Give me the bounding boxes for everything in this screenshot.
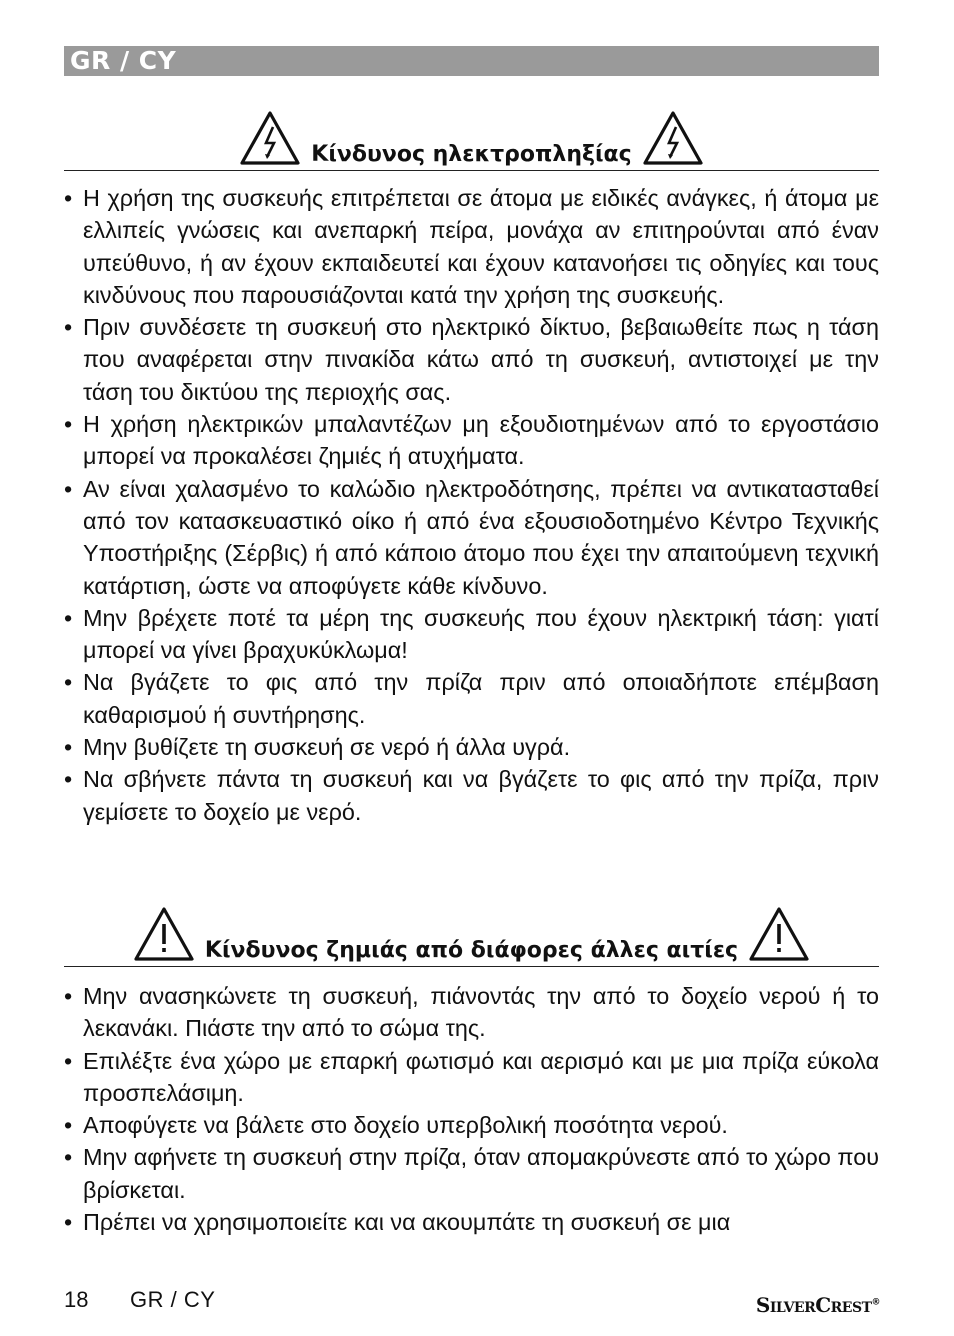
general-warning-icon — [748, 906, 810, 962]
section-title-text: Κίνδυνος ζημιάς από διάφορες άλλες αιτίες — [204, 938, 739, 963]
list-item: • Η χρήση ηλεκτρικών μπαλαντέζων μη εξουδιοτημένων από το εργοστάσιο μπορεί να προκαλέσει ζημιές ή ατυχήματα. — [64, 408, 879, 473]
list-item: • Μην βρέχετε ποτέ τα μέρη της συσκευής που έχουν ηλεκτρική τάση: γιατί μπορεί να γίνει βραχυκύκλωμα! — [64, 602, 879, 667]
list-item: • Η χρήση της συσκευής επιτρέπεται σε άτομα με ειδικές ανάγκες, ή άτομα με ελλιπείς γνώσεις και ανεπαρκή πείρα, μονάχα αν επιτηρούνται από έναν υπεύθυνο, ή αν έχουν εκπαιδευτεί και έχουν κατανοήσει τις οδηγίες και τους κινδύνους που παρουσιάζονται κατά την χρήση της συσκευής. — [64, 182, 879, 311]
list-item: • Πρέπει να χρησιμοποιείτε και να ακουμπάτε τη συσκευή σε μια — [64, 1206, 879, 1238]
list-item: • Να σβήνετε πάντα τη συσκευή και να βγάζετε το φις από την πρίζα, πριν γεμίσετε το δοχείο με νερό. — [64, 763, 879, 828]
list-item: • Επιλέξτε ένα χώρο με επαρκή φωτισμό και αερισμό και με μια πρίζα εύκολα προσπελάσιμη. — [64, 1045, 879, 1110]
list-item: • Πριν συνδέσετε τη συσκευή στο ηλεκτρικό δίκτυο, βεβαιωθείτε πως η τάση που αναφέρεται στην πινακίδα κάτω από τη συσκευή, αντιστοιχεί με την τάση του δικτύου της περιοχής σας. — [64, 311, 879, 408]
section-title-electric-shock — [64, 108, 879, 171]
general-warning-icon — [133, 906, 195, 962]
list-item: • Αν είναι χαλασμένο το καλώδιο ηλεκτροδότησης, πρέπει να αντικατασταθεί από τον κατασκευαστικό οίκο ή από ένα εξουσιοδοτημένο Κέντρο Τεχνικής Υποστήριξης (Σέρβις) ή από κάποιο άτομο που έχει την απαιτούμενη τεχνική κατάρτιση, ώστε να αποφύγετε κάθε κίνδυνο. — [64, 473, 879, 602]
registered-mark: ® — [871, 1297, 880, 1308]
list-item: • Μην βυθίζετε τη συσκευή σε νερό ή άλλα υγρά. — [64, 731, 879, 763]
other-damage-list — [64, 980, 879, 1238]
electric-hazard-icon — [239, 110, 301, 166]
electric-shock-list — [64, 182, 879, 828]
section-title-text: Κίνδυνος ηλεκτροπληξίας — [311, 142, 632, 167]
list-item: • Αποφύγετε να βάλετε στο δοχείο υπερβολική ποσότητα νερού. — [64, 1109, 879, 1141]
page-number: 18 — [64, 1287, 89, 1312]
brand-name: SilverCrest — [755, 1293, 872, 1317]
brand-logo — [756, 1293, 880, 1317]
list-item: • Μην αφήνετε τη συσκευή στην πρίζα, όταν απομακρύνεστε από το χώρο που βρίσκεται. — [64, 1141, 879, 1206]
list-item: • Να βγάζετε το φις από την πρίζα πριν από οποιαδήποτε επέμβαση καθαρισμού ή συντήρησης. — [64, 666, 879, 731]
list-item: • Μην ανασηκώνετε τη συσκευή, πιάνοντάς την από το δοχείο νερού ή το λεκανάκι. Πιάστε την από το σώμα της. — [64, 980, 879, 1045]
language-header-label: GR / CY — [70, 46, 177, 75]
electric-hazard-icon — [642, 110, 704, 166]
footer-language-label: GR / CY — [130, 1287, 216, 1312]
section-title-other-damage — [64, 904, 879, 967]
language-header-bar — [64, 46, 879, 76]
